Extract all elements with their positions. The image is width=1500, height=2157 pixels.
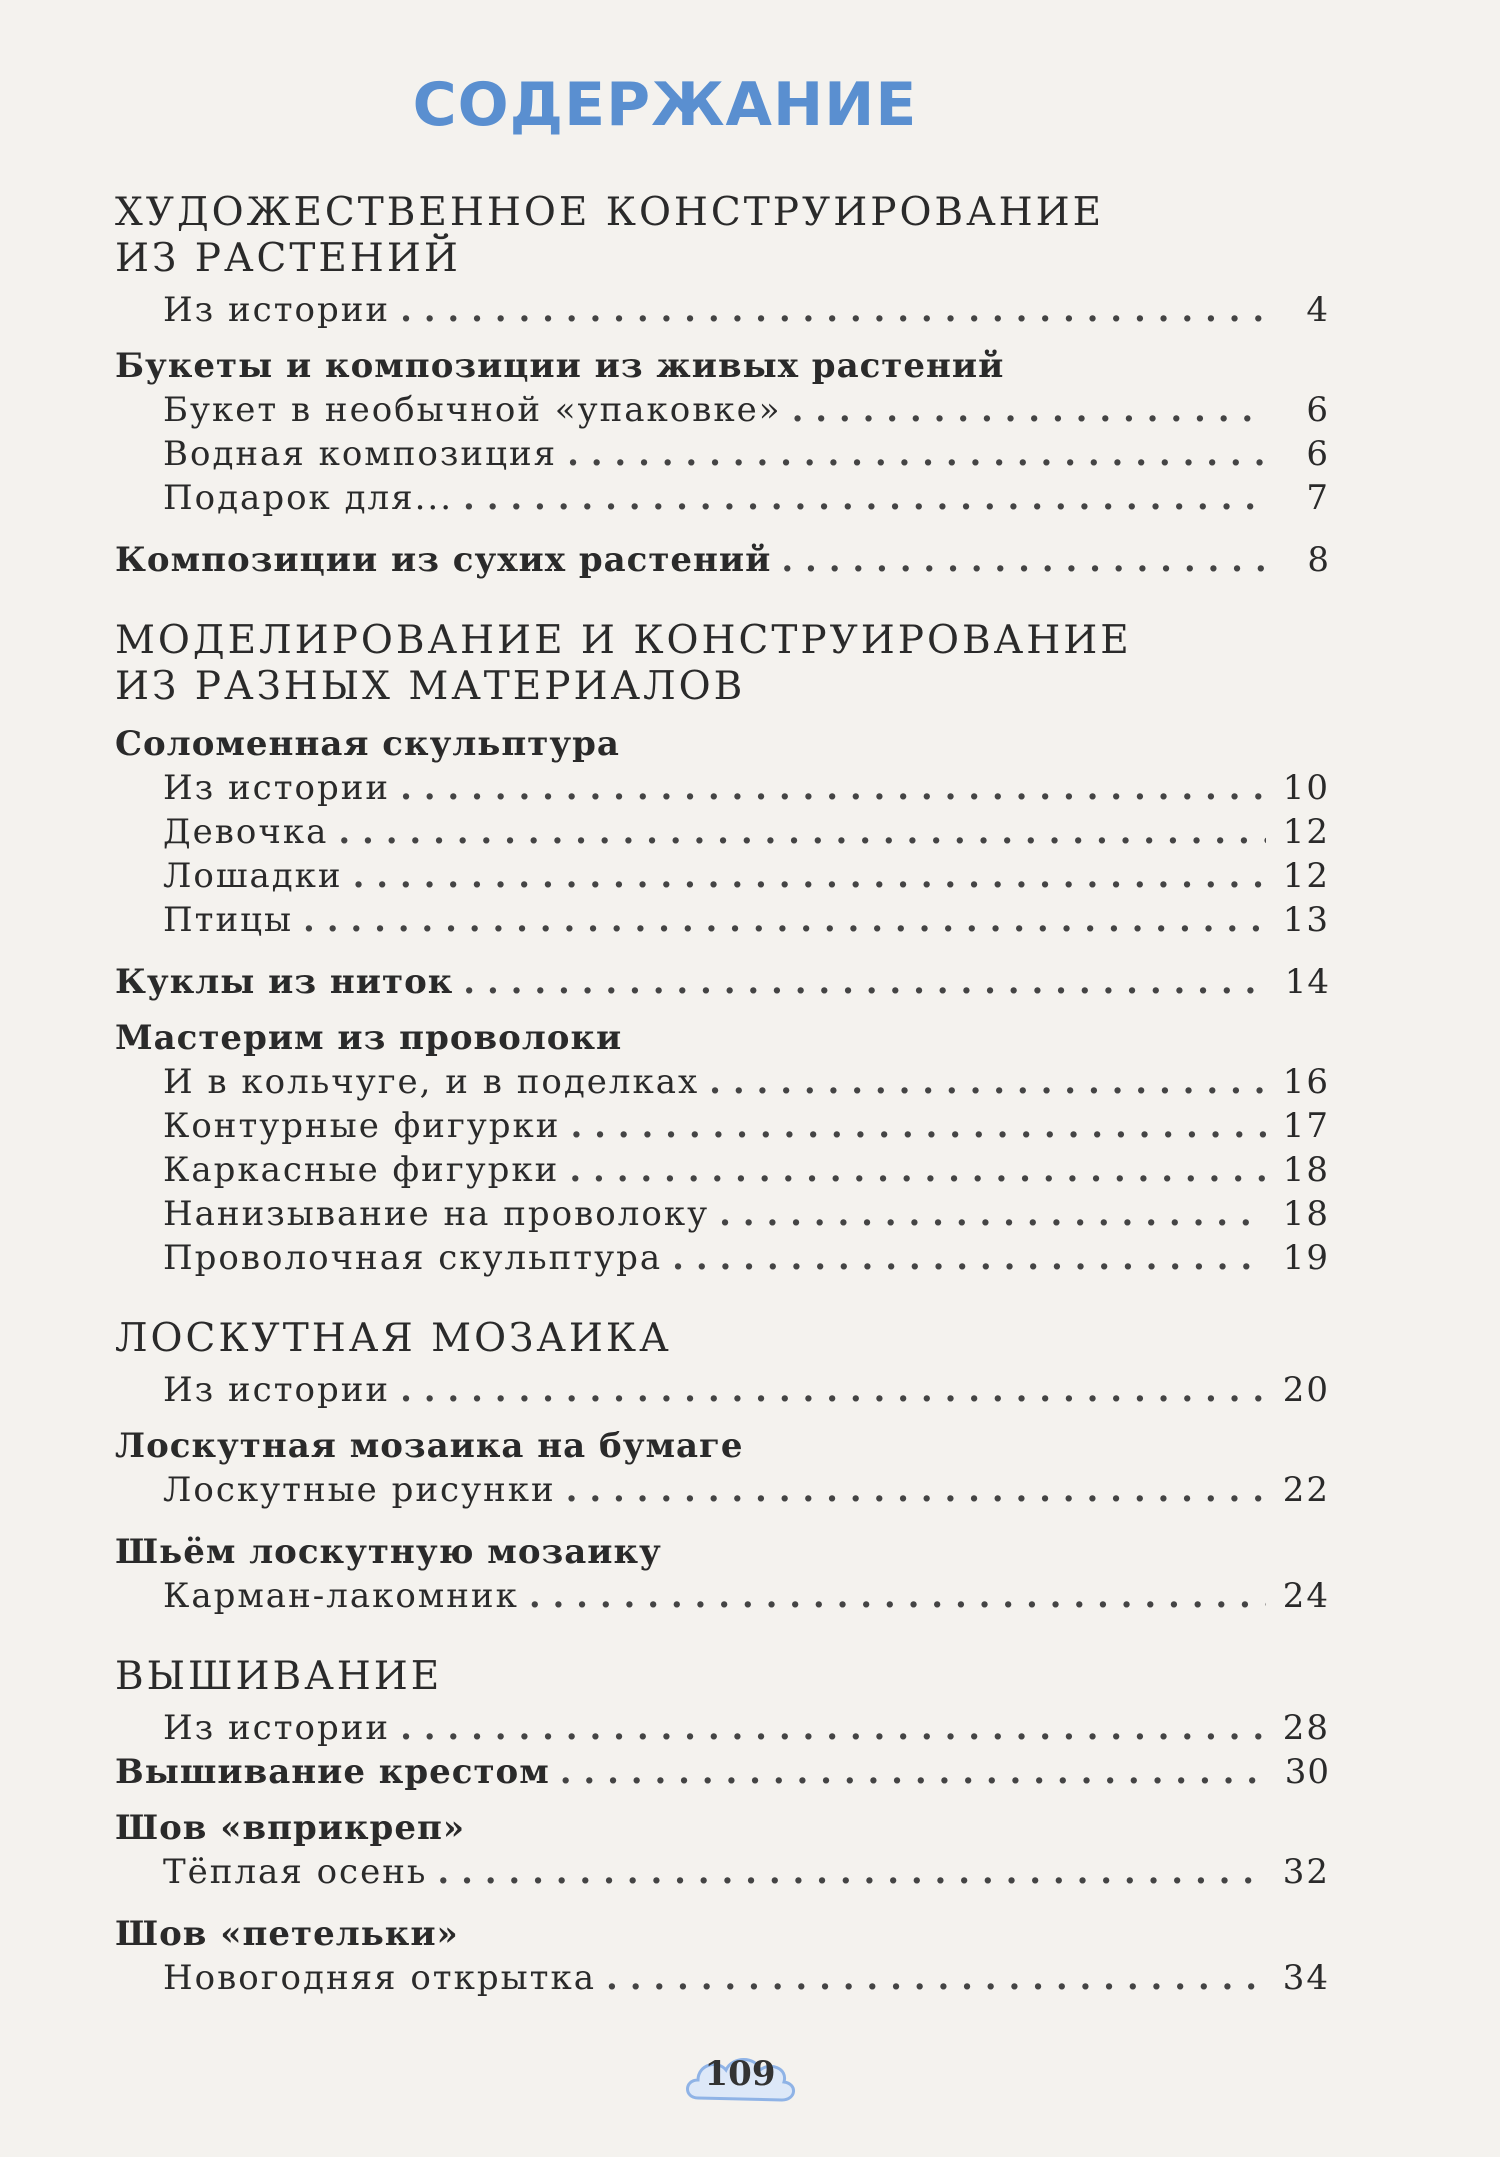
dot-leader	[570, 1104, 1266, 1148]
toc-entry-bold[interactable]: Куклы из ниток . . . 14	[115, 960, 1330, 1004]
group-title: Букеты и композиции из живых растений	[115, 346, 1005, 386]
toc-entry[interactable]: Проволочная скульптура . . . 19	[115, 1236, 1330, 1280]
dot-leader	[400, 1368, 1266, 1412]
section-title: МОДЕЛИРОВАНИЕ И КОНСТРУИРОВАНИЕ ИЗ РАЗНЫХ МАТЕРИАЛОВ	[115, 618, 1132, 709]
toc-entry-bold[interactable]: Композиции из сухих растений . . . 8	[115, 538, 1330, 582]
dot-leader	[463, 960, 1266, 1004]
dot-leader	[400, 288, 1266, 332]
toc-entry[interactable]: Букет в необычной «упаковке» . . . 6	[115, 388, 1330, 432]
group-title: Шов «петельки»	[115, 1914, 459, 1954]
toc-group	[115, 722, 1330, 942]
toc-group	[115, 1912, 1330, 2000]
group-title: Лоскутная мозаика на бумаге	[115, 1426, 744, 1466]
toc-entry[interactable]: Девочка . . . 12	[115, 810, 1330, 854]
dot-leader	[338, 810, 1266, 854]
group-title: Мастерим из проволоки	[115, 1018, 623, 1058]
toc-group	[115, 1424, 1330, 1512]
section-embroidery	[115, 1654, 1330, 2000]
toc-entry[interactable]: Птицы . . . 13	[115, 898, 1330, 942]
toc-entry[interactable]: Водная композиция . . . 6	[115, 432, 1330, 476]
dot-leader	[606, 1956, 1266, 2000]
group-title: Шов «вприкреп»	[115, 1808, 466, 1848]
toc-entry[interactable]: Из истории . . . 28	[115, 1706, 1330, 1750]
toc-entry[interactable]: Карман-лакомник . . . 24	[115, 1574, 1330, 1618]
toc-group	[115, 1530, 1330, 1618]
toc-entry[interactable]: Из истории . . . 20	[115, 1368, 1330, 1412]
dot-leader	[529, 1574, 1266, 1618]
dot-leader	[437, 1850, 1266, 1894]
section-patchwork	[115, 1316, 1330, 1618]
toc-entry[interactable]: Из истории . . . 10	[115, 766, 1330, 810]
dot-leader	[709, 1060, 1266, 1104]
toc-entry[interactable]: Лошадки . . . 12	[115, 854, 1330, 898]
page-number: 109	[704, 2054, 776, 2094]
dot-leader	[303, 898, 1266, 942]
dot-leader	[569, 1148, 1266, 1192]
dot-leader	[567, 432, 1266, 476]
dot-leader	[463, 476, 1266, 520]
dot-leader	[400, 766, 1266, 810]
dot-leader	[792, 388, 1266, 432]
toc-entry[interactable]: Нанизывание на проволоку . . . 18	[115, 1192, 1330, 1236]
dot-leader	[566, 1468, 1266, 1512]
page-title: СОДЕРЖАНИЕ	[412, 70, 918, 140]
group-title: Шьём лоскутную мозаику	[115, 1532, 662, 1572]
group-title: Соломенная скульптура	[115, 724, 620, 764]
toc-entry-bold[interactable]: Вышивание крестом . . . 30	[115, 1750, 1330, 1794]
dot-leader	[560, 1750, 1266, 1794]
toc-entry[interactable]: Тёплая осень . . . 32	[115, 1850, 1330, 1894]
toc-group	[115, 1016, 1330, 1280]
section-title: ХУДОЖЕСТВЕННОЕ КОНСТРУИРОВАНИЕ ИЗ РАСТЕНИЙ	[115, 190, 1105, 281]
toc-group	[115, 344, 1330, 520]
dot-leader	[353, 854, 1266, 898]
toc-entry[interactable]: Новогодняя открытка . . . 34	[115, 1956, 1330, 2000]
section-plants	[115, 190, 1330, 582]
toc-entry[interactable]: Контурные фигурки . . . 17	[115, 1104, 1330, 1148]
table-of-contents	[115, 190, 1330, 2036]
section-title: ЛОСКУТНАЯ МОЗАИКА	[115, 1316, 672, 1361]
dot-leader	[719, 1192, 1266, 1236]
dot-leader	[781, 538, 1266, 582]
page-number-badge	[680, 2048, 800, 2112]
section-materials	[115, 618, 1330, 1280]
section-title: ВЫШИВАНИЕ	[115, 1654, 443, 1699]
toc-entry[interactable]: И в кольчуге, и в поделках . . . 16	[115, 1060, 1330, 1104]
toc-entry[interactable]: Подарок для... . . . 7	[115, 476, 1330, 520]
toc-entry[interactable]: Каркасные фигурки . . . 18	[115, 1148, 1330, 1192]
dot-leader	[400, 1706, 1266, 1750]
toc-entry[interactable]: Лоскутные рисунки . . . 22	[115, 1468, 1330, 1512]
dot-leader	[672, 1236, 1266, 1280]
toc-entry[interactable]: Из истории . . . 4	[115, 288, 1330, 332]
toc-group	[115, 1806, 1330, 1894]
